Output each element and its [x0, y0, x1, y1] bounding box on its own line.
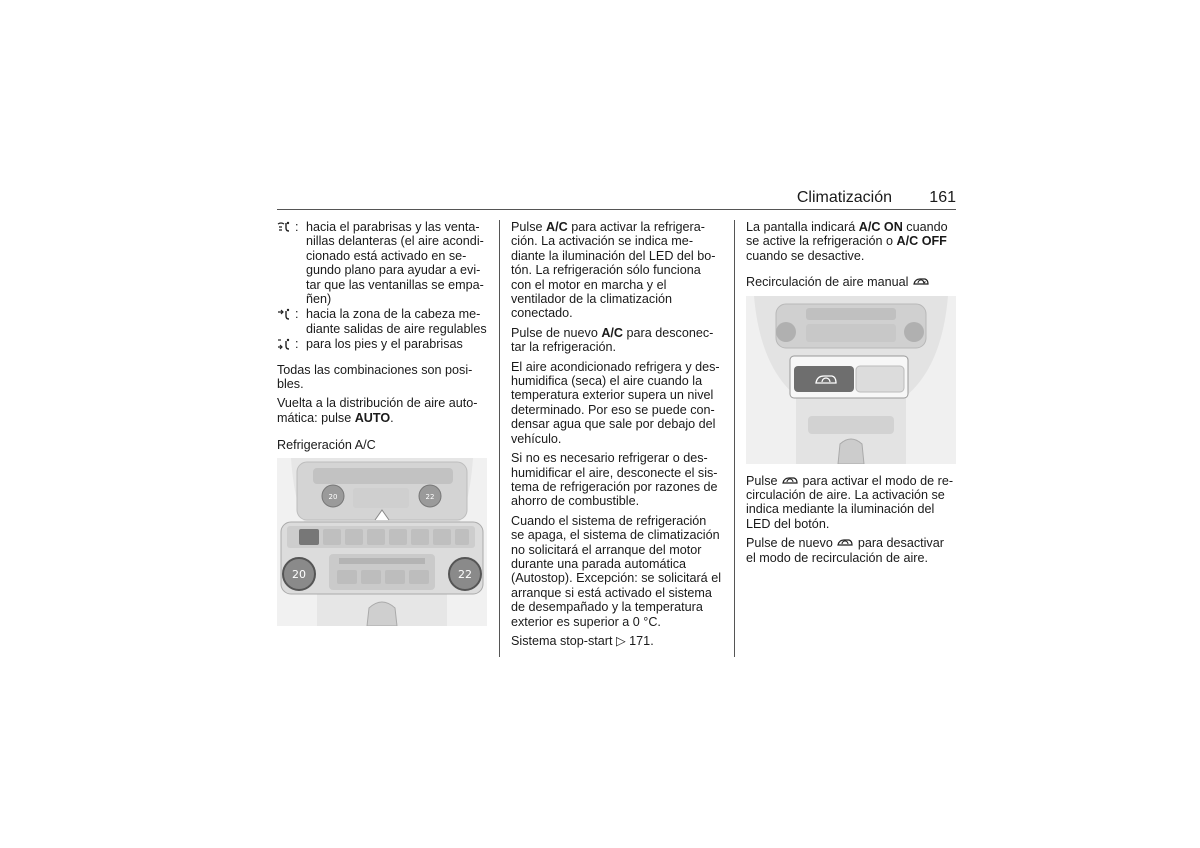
list-item: : hacia el parabrisas y las ventanillas delanteras (el aire acondicionado está activado en segundo plano para ayudar a evitar que las ventanillas se empañen): [277, 220, 487, 306]
reference-page[interactable]: 171: [629, 633, 651, 648]
subheading: Recirculación de aire manual: [746, 275, 956, 289]
subheading: Refrigeración A/C: [277, 438, 376, 453]
paragraph: Pulse para activar el modo de recirculación de aire. La activación se indica mediante la iluminación del LED del botón.: [746, 473, 954, 531]
paragraph: La pantalla indicará A/C ON cuando se active la refrigeración o A/C OFF cuando se desactive.: [746, 220, 948, 263]
paragraph: El aire acondicionado refrigera y deshumidifica (seca) el aire cuando la temperatura exterior supera un nivel determinado. Por eso se puede condensar agua que sale por debajo del vehículo.: [511, 359, 720, 446]
temp-label: 22: [425, 492, 435, 501]
page-header: [277, 187, 956, 210]
arrow-reference-icon: ▷: [615, 633, 626, 648]
list-item: : para los pies y el parabrisas: [277, 337, 487, 351]
paragraph: Pulse de nuevo para desactivar el modo de recirculación de aire.: [746, 536, 944, 565]
paragraph: Cuando el sistema de refrigeración se apaga, el sistema de climatización no solicitará el arranque del motor durante una parada automática (Autostop). Excepción: se solicitará el arranque si está activado el sistema de desempañado y la temperatura exterior es superior a 0 °C.: [511, 513, 721, 629]
paragraph: Vuelta a la distribución de aire automática: pulse AUTO.: [277, 396, 478, 425]
temp-label: 20: [328, 492, 338, 501]
temp-label: 20: [292, 567, 306, 581]
recirculation-icon: [836, 537, 854, 548]
list-item: : hacia la zona de la cabeza mediante salidas de aire regulables: [277, 307, 487, 336]
column-divider: [734, 220, 735, 657]
bullet-text: para los pies y el parabrisas: [306, 337, 463, 352]
column-1: [277, 220, 487, 626]
cross-reference: Sistema stop-start ▷ 171.: [511, 633, 654, 648]
recirculation-icon: [912, 276, 930, 287]
paragraph: Pulse de nuevo A/C para desconectar la refrigeración.: [511, 325, 714, 355]
bullet-text: hacia la zona de la cabeza mediante salidas de aire regulables: [306, 307, 487, 336]
feet-windshield-airflow-icon: [277, 338, 291, 350]
climate-control-panel-figure: [277, 458, 487, 626]
recirculation-icon: [781, 475, 799, 486]
windshield-airflow-icon: [277, 221, 291, 233]
section-title: Climatización: [796, 189, 892, 206]
column-divider: [499, 220, 500, 657]
paragraph: Si no es necesario refrigerar o deshumidificar el aire, desconecte el sistema de refrigeración por razones de ahorro de combustible.: [511, 451, 718, 509]
temp-label: 22: [458, 567, 472, 581]
head-airflow-icon: [277, 308, 291, 320]
page-number: 161: [929, 189, 956, 206]
recirculation-button-figure: [746, 296, 956, 464]
column-2: [511, 220, 723, 653]
column-3: [746, 220, 956, 570]
paragraph: Todas las combinaciones son posibles.: [277, 362, 473, 392]
bullet-text: hacia el parabrisas y las ventanillas delanteras (el aire acondicionado está activado en segundo plano para ayudar a evitar que las ventanillas se empañen): [306, 220, 484, 307]
paragraph: Pulse A/C para activar la refrigeración. La activación se indica mediante la iluminación del LED del botón. La refrigeración sólo funciona con el motor en marcha y el ventilador de la climatización conectado.: [511, 220, 716, 321]
